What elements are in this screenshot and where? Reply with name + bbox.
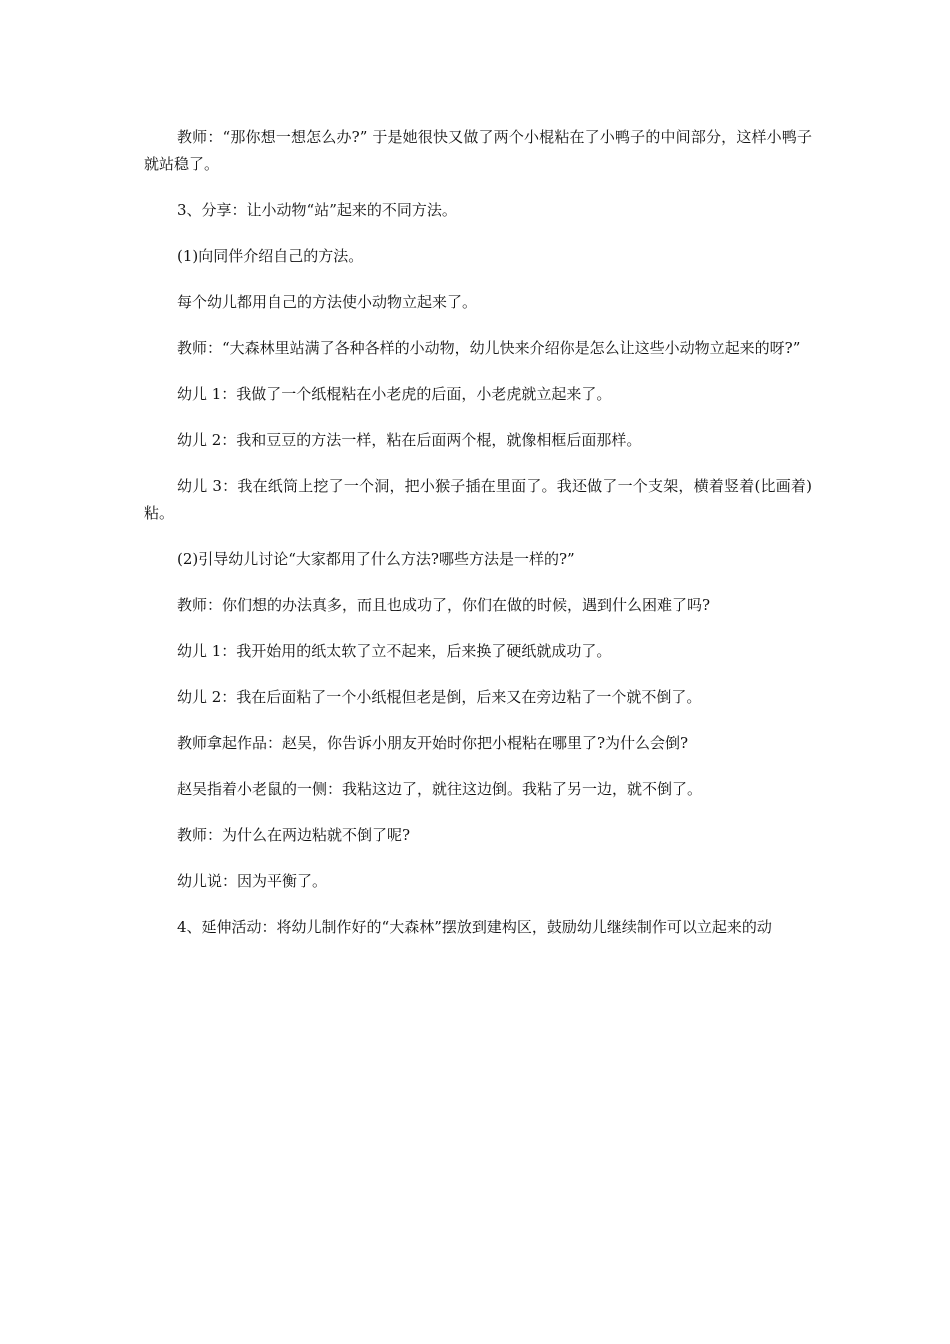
paragraph-child-3-monkey: 幼儿 3：我在纸筒上挖了一个洞，把小猴子插在里面了。我还做了一个支架，横着竖着(比画着)粘。 xyxy=(144,477,812,522)
paragraph-child-1-tiger: 幼儿 1：我做了一个纸棍粘在小老虎的后面，小老虎就立起来了。 xyxy=(177,385,612,403)
paragraph-teacher-difficulty: 教师：你们想的办法真多，而且也成功了，你们在做的时候，遇到什么困难了吗? xyxy=(177,596,711,614)
paragraph-every-child: 每个幼儿都用自己的方法使小动物立起来了。 xyxy=(177,293,478,311)
paragraph-zhaowu-answer: 赵吴指着小老鼠的一侧：我粘这边了，就往这边倒。我粘了另一边，就不倒了。 xyxy=(177,780,703,798)
paragraph-child-1-paper: 幼儿 1：我开始用的纸太软了立不起来，后来换了硬纸就成功了。 xyxy=(177,642,612,660)
paragraph-child-balance: 幼儿说：因为平衡了。 xyxy=(177,872,328,890)
paragraph-child-2-stick: 幼儿 2：我在后面粘了一个小纸棍但老是倒，后来又在旁边粘了一个就不倒了。 xyxy=(177,688,702,706)
paragraph-child-2-doudou: 幼儿 2：我和豆豆的方法一样，粘在后面两个棍，就像相框后面那样。 xyxy=(177,431,642,449)
paragraph-subsection-2: (2)引导幼儿讨论“大家都用了什么方法?哪些方法是一样的?” xyxy=(177,550,575,568)
document-body xyxy=(144,124,812,960)
paragraph-section-4-extension: 4、延伸活动：将幼儿制作好的“大森林”摆放到建构区，鼓励幼儿继续制作可以立起来的动 xyxy=(177,918,772,936)
paragraph-teacher-question: 教师：“那你想一想怎么办?” 于是她很快又做了两个小棍粘在了小鸭子的中间部分，这样小鸭子就站稳了。 xyxy=(144,128,812,173)
paragraph-subsection-1: (1)向同伴介绍自己的方法。 xyxy=(177,247,364,265)
paragraph-teacher-why: 教师：为什么在两边粘就不倒了呢? xyxy=(177,826,411,844)
paragraph-teacher-forest: 教师：“大森林里站满了各种各样的小动物，幼儿快来介绍你是怎么让这些小动物立起来的呀?” xyxy=(177,339,801,357)
paragraph-section-3-heading: 3、分享：让小动物“站”起来的不同方法。 xyxy=(177,201,457,219)
paragraph-teacher-work: 教师拿起作品：赵吴，你告诉小朋友开始时你把小棍粘在哪里了?为什么会倒? xyxy=(177,734,689,752)
